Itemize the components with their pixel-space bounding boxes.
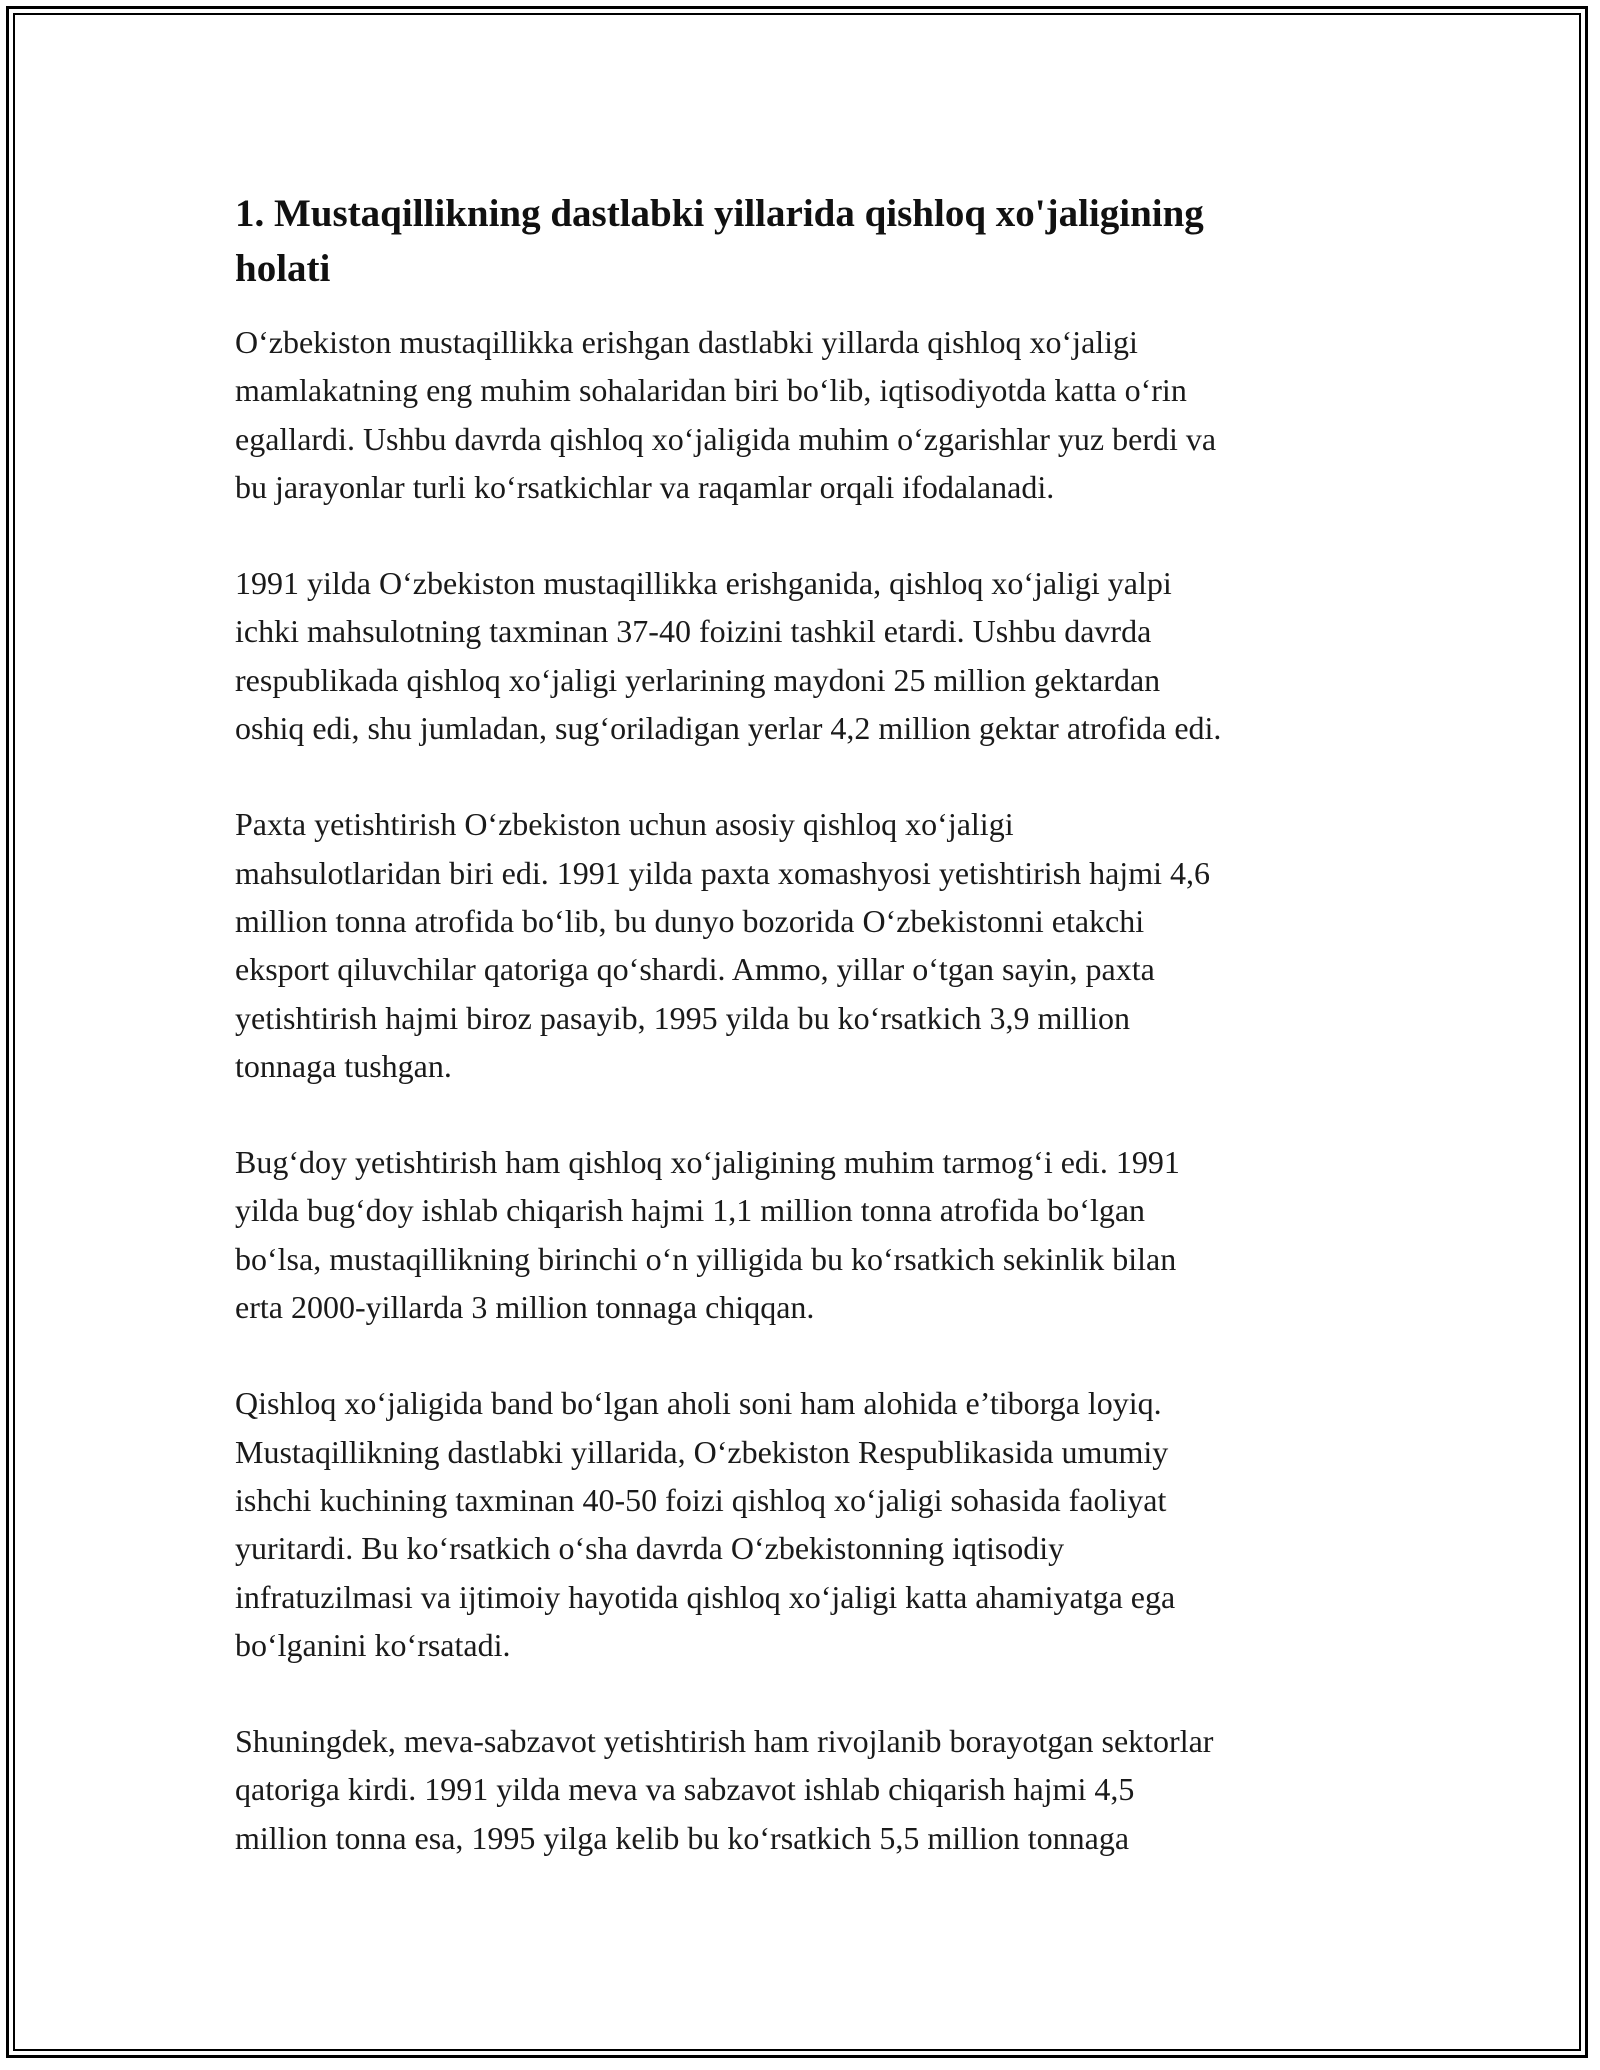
text-line: eksport qiluvchilar qatoriga qo‘shardi. Ammo, yillar o‘tgan sayin, paxta bbox=[235, 951, 1155, 988]
paragraph bbox=[235, 1138, 1385, 1331]
text-line: ishchi kuchining taxminan 40-50 foizi qishloq xo‘jaligi sohasida faoliyat bbox=[235, 1481, 1167, 1518]
text-line: bo‘lganini ko‘rsatadi. bbox=[235, 1626, 511, 1663]
text-line: erta 2000-yillarda 3 million tonnaga chiqqan. bbox=[235, 1289, 815, 1326]
text-line: respublikada qishloq xo‘jaligi yerlarining maydoni 25 million gektardan bbox=[235, 661, 1161, 698]
text-line: bo‘lsa, mustaqillikning birinchi o‘n yilligida bu ko‘rsatkich sekinlik bilan bbox=[235, 1240, 1177, 1277]
text-line: bu jarayonlar turli ko‘rsatkichlar va raqamlar orqali ifodalanadi. bbox=[235, 468, 1055, 505]
text-line: egallardi. Ushbu davrda qishloq xo‘jaligida muhim o‘zgarishlar yuz berdi va bbox=[235, 420, 1217, 457]
text-line: oshiq edi, shu jumladan, sug‘oriladigan yerlar 4,2 million gektar atrofida edi. bbox=[235, 710, 1222, 747]
section-heading bbox=[235, 186, 1385, 296]
text-line: ichki mahsulotning taxminan 37-40 foizini tashkil etardi. Ushbu davrda bbox=[235, 613, 1152, 650]
heading-line: 1. Mustaqillikning dastlabki yillarida qishloq xo'jaligining bbox=[235, 192, 1204, 235]
paragraph bbox=[235, 1717, 1385, 1862]
text-line: million tonna atrofida bo‘lib, bu dunyo bozorida O‘zbekistonni etakchi bbox=[235, 902, 1145, 939]
text-line: infratuzilmasi va ijtimoiy hayotida qishloq xo‘jaligi katta ahamiyatga ega bbox=[235, 1578, 1176, 1615]
paragraph bbox=[235, 800, 1385, 1090]
document-body bbox=[235, 186, 1385, 1910]
text-line: tonnaga tushgan. bbox=[235, 1047, 452, 1084]
text-line: million tonna esa, 1995 yilga kelib bu ko‘rsatkich 5,5 million tonnaga bbox=[235, 1819, 1130, 1856]
text-line: Mustaqillikning dastlabki yillarida, O‘zbekiston Respublikasida umumiy bbox=[235, 1433, 1169, 1470]
text-line: mamlakatning eng muhim sohalaridan biri bo‘lib, iqtisodiyotda katta o‘rin bbox=[235, 372, 1187, 409]
text-line: yuritardi. Bu ko‘rsatkich o‘sha davrda O‘zbekistonning iqtisodiy bbox=[235, 1530, 1065, 1567]
text-line: O‘zbekiston mustaqillikka erishgan dastlabki yillarda qishloq xo‘jaligi bbox=[235, 324, 1138, 360]
paragraph bbox=[235, 1379, 1385, 1669]
text-line: Bug‘doy yetishtirish ham qishloq xo‘jaligining muhim tarmog‘i edi. 1991 bbox=[235, 1144, 1180, 1181]
text-line: yilda bug‘doy ishlab chiqarish hajmi 1,1 million tonna atrofida bo‘lgan bbox=[235, 1192, 1146, 1229]
text-line: Paxta yetishtirish O‘zbekiston uchun asosiy qishloq xo‘jaligi bbox=[235, 806, 1014, 843]
text-line: Shuningdek, meva-sabzavot yetishtirish ham rivojlanib borayotgan sektorlar bbox=[235, 1723, 1214, 1760]
paragraph bbox=[235, 318, 1385, 511]
paragraph bbox=[235, 559, 1385, 752]
text-line: yetishtirish hajmi biroz pasayib, 1995 yilda bu ko‘rsatkich 3,9 million bbox=[235, 999, 1130, 1036]
text-line: Qishloq xo‘jaligida band bo‘lgan aholi soni ham alohida e’tiborga loyiq. bbox=[235, 1385, 1162, 1422]
text-line: qatoriga kirdi. 1991 yilda meva va sabzavot ishlab chiqarish hajmi 4,5 bbox=[235, 1771, 1135, 1808]
heading-line: holati bbox=[235, 247, 331, 290]
text-line: 1991 yilda O‘zbekiston mustaqillikka erishganida, qishloq xo‘jaligi yalpi bbox=[235, 565, 1172, 602]
text-line: mahsulotlaridan biri edi. 1991 yilda paxta xomashyosi yetishtirish hajmi 4,6 bbox=[235, 854, 1210, 891]
